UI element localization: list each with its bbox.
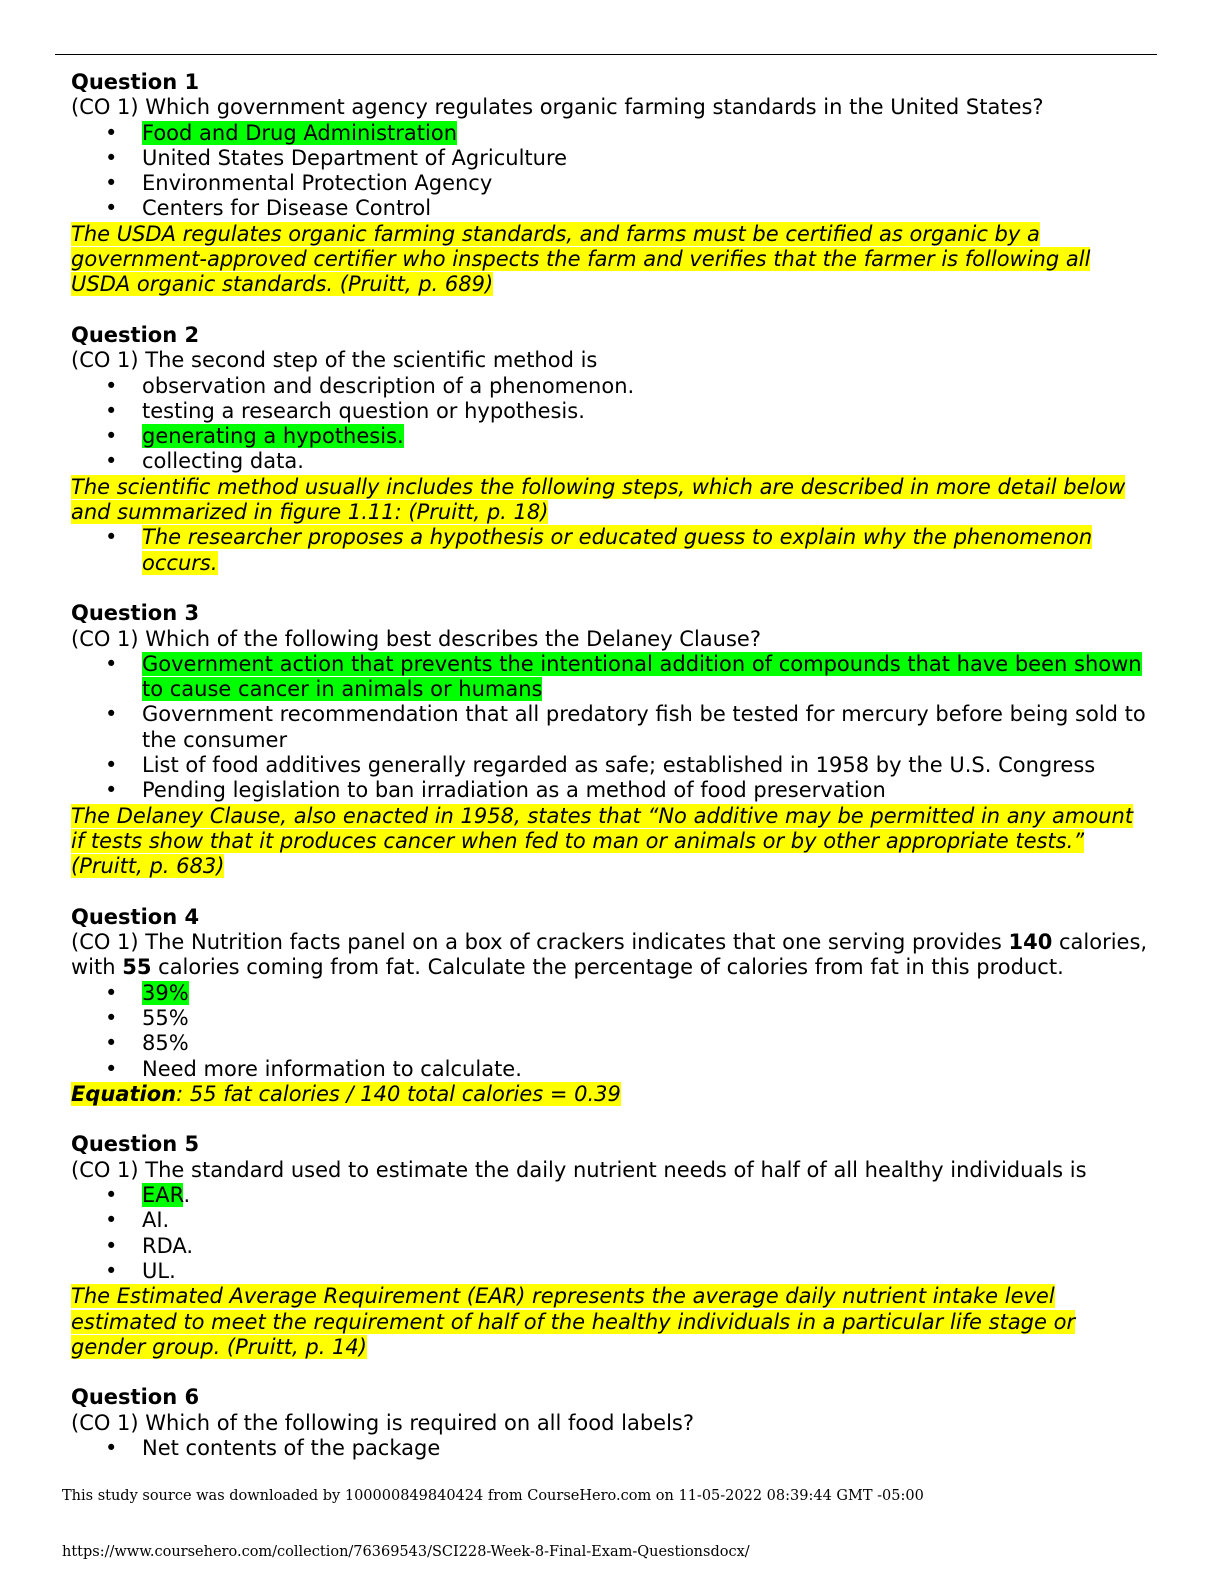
option-item — [71, 1057, 1151, 1082]
bullet-icon: • — [105, 1031, 118, 1056]
option-item — [71, 1031, 1151, 1056]
option-text: observation and description of a phenomenon. — [142, 373, 635, 398]
option-list — [71, 1436, 1151, 1461]
bullet-icon: • — [105, 120, 118, 145]
explanation — [71, 804, 1151, 880]
bullet-icon: • — [105, 145, 118, 170]
option-text: collecting data. — [142, 449, 304, 474]
correct-answer: generating a hypothesis. — [142, 424, 404, 449]
option-text: Need more information to calculate. — [142, 1056, 522, 1081]
explanation — [71, 1082, 1151, 1107]
question-2 — [71, 323, 1151, 576]
explanation — [71, 475, 1151, 526]
bullet-icon: • — [105, 778, 118, 803]
option-text: testing a research question or hypothesis. — [142, 398, 585, 423]
option-item — [71, 374, 1151, 399]
option-list — [71, 981, 1151, 1082]
option-item — [71, 1436, 1151, 1461]
explanation-text: The Estimated Average Requirement (EAR) represents the average daily nutrient intake level estimated to meet the requirement of half of the healthy individuals in a particular life stage or gender group. (Pruitt, p. 14) — [71, 1284, 1076, 1359]
question-title: Question 4 — [71, 904, 200, 929]
option-item — [71, 753, 1151, 778]
explanation-text: The Delaney Clause, also enacted in 1958, states that “No additive may be permitted in any amount if tests show that it produces cancer when fed to man or animals or by other appropriate tests.” (Pruitt, p. 683) — [71, 803, 1134, 879]
bullet-icon: • — [105, 398, 118, 423]
option-item — [71, 399, 1151, 424]
question-prompt — [71, 930, 1151, 981]
explanation — [71, 222, 1151, 298]
correct-answer: Food and Drug Administration — [142, 120, 457, 145]
question-title: Question 5 — [71, 1132, 200, 1157]
option-item — [71, 121, 1151, 146]
option-text: UL. — [142, 1258, 176, 1283]
bullet-icon: • — [105, 171, 118, 196]
equation-text: : 55 fat calories / 140 total calories = 0.39 — [176, 1081, 621, 1106]
bullet-icon: • — [105, 525, 118, 550]
explanation-text: The scientific method usually includes the following steps, which are described in more detail below and summarized in figure 1.11: (Pruitt, p. 18) — [71, 474, 1126, 525]
option-text: Government recommendation that all predatory fish be tested for mercury before being sold to the consumer — [142, 702, 1146, 752]
correct-answer: EAR — [142, 1183, 184, 1208]
option-list — [71, 652, 1151, 804]
bullet-icon: • — [105, 1056, 118, 1081]
bullet-icon: • — [105, 449, 118, 474]
option-text: 85% — [142, 1031, 189, 1056]
option-item — [71, 1234, 1151, 1259]
option-text: Centers for Disease Control — [142, 196, 432, 221]
explanation-item — [71, 525, 1151, 576]
option-item — [71, 1208, 1151, 1233]
bullet-icon: • — [105, 196, 118, 221]
option-item — [71, 196, 1151, 221]
option-text: 55% — [142, 1005, 189, 1030]
question-prompt: (CO 1) Which of the following best describes the Delaney Clause? — [71, 626, 761, 651]
option-item — [71, 778, 1151, 803]
question-prompt: (CO 1) The second step of the scientific method is — [71, 348, 598, 373]
question-title: Question 2 — [71, 322, 200, 347]
bullet-icon: • — [105, 373, 118, 398]
option-text: Net contents of the package — [142, 1436, 441, 1461]
question-6 — [71, 1385, 1151, 1461]
bullet-icon: • — [105, 1005, 118, 1030]
prompt-number: 140 — [1008, 930, 1053, 955]
option-list — [71, 1183, 1151, 1284]
option-suffix: . — [183, 1183, 191, 1208]
bullet-icon: • — [105, 980, 118, 1005]
bullet-icon: • — [105, 1258, 118, 1283]
bullet-icon: • — [105, 1436, 118, 1461]
question-1 — [71, 70, 1151, 298]
bullet-icon: • — [105, 1208, 118, 1233]
bullet-icon: • — [105, 651, 118, 676]
correct-answer: 39% — [142, 980, 189, 1005]
option-item — [71, 981, 1151, 1006]
document-body — [71, 70, 1151, 1487]
question-prompt: (CO 1) The standard used to estimate the daily nutrient needs of half of all healthy individuals is — [71, 1157, 1087, 1182]
question-title: Question 3 — [71, 601, 200, 626]
question-title: Question 6 — [71, 1385, 200, 1410]
download-notice: This study source was downloaded by 100000849840424 from CourseHero.com on 11-05-2022 08:39:44 GMT -05:00 — [62, 1488, 924, 1504]
bullet-icon: • — [105, 702, 118, 727]
bullet-icon: • — [105, 1183, 118, 1208]
option-text: Environmental Protection Agency — [142, 171, 493, 196]
option-item — [71, 146, 1151, 171]
option-item — [71, 171, 1151, 196]
source-url-link[interactable]: https://www.coursehero.com/collection/76369543/SCI228-Week-8-Final-Exam-Questionsdocx/ — [62, 1544, 750, 1560]
prompt-number: 55 — [122, 955, 152, 980]
question-3 — [71, 601, 1151, 879]
option-item — [71, 702, 1151, 753]
question-prompt: (CO 1) Which government agency regulates organic farming standards in the United States? — [71, 95, 1044, 120]
correct-answer: Government action that prevents the intentional addition of compounds that have been shown to cause cancer in animals or humans — [142, 651, 1142, 702]
option-text: United States Department of Agriculture — [142, 145, 568, 170]
question-4 — [71, 905, 1151, 1107]
prompt-text: calories, with — [71, 930, 1148, 980]
option-list — [71, 121, 1151, 222]
explanation-list — [71, 525, 1151, 576]
explanation-text: The USDA regulates organic farming standards, and farms must be certified as organic by a government-approved certifier who inspects the farm and verifies that the farmer is following all USDA organic standards. (Pruitt, p. 689) — [71, 221, 1091, 297]
top-rule — [55, 54, 1157, 55]
explanation — [71, 1284, 1151, 1360]
option-text: AI. — [142, 1208, 170, 1233]
equation-label: Equation — [71, 1081, 177, 1106]
explanation-text — [71, 1082, 621, 1106]
question-5 — [71, 1132, 1151, 1360]
question-prompt: (CO 1) Which of the following is required on all food labels? — [71, 1410, 694, 1435]
option-item — [71, 449, 1151, 474]
prompt-text: calories coming from fat. Calculate the percentage of calories from fat in this product. — [151, 955, 1064, 980]
option-text: RDA. — [142, 1233, 194, 1258]
bullet-icon: • — [105, 424, 118, 449]
option-item — [71, 652, 1151, 703]
question-title: Question 1 — [71, 70, 200, 94]
bullet-icon: • — [105, 1233, 118, 1258]
option-list — [71, 374, 1151, 475]
bullet-icon: • — [105, 753, 118, 778]
option-item — [71, 1183, 1151, 1208]
option-text: List of food additives generally regarded as safe; established in 1958 by the U.S. Congress — [142, 753, 1096, 778]
option-text: Pending legislation to ban irradiation as a method of food preservation — [142, 778, 886, 803]
explanation-bullet-text: The researcher proposes a hypothesis or educated guess to explain why the phenomenon occurs. — [142, 525, 1093, 575]
prompt-text: (CO 1) The Nutrition facts panel on a box of crackers indicates that one serving provides — [71, 930, 1009, 955]
option-item — [71, 1006, 1151, 1031]
option-item — [71, 424, 1151, 449]
option-item — [71, 1259, 1151, 1284]
